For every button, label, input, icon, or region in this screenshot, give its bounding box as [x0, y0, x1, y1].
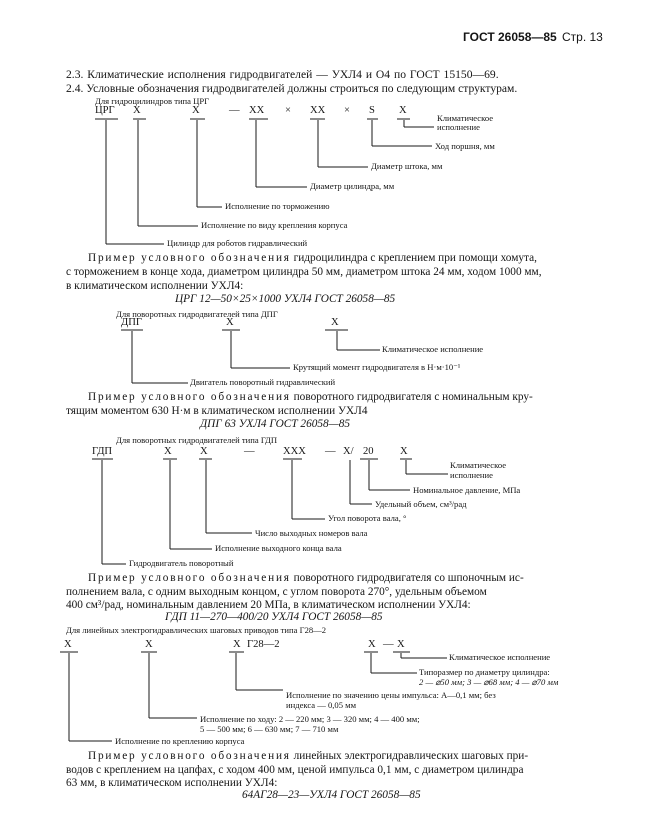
clause-2-3: 2.3. Климатические исполнения гидродвигателей — УХЛ4 и О4 по ГОСТ 15150—69.	[66, 68, 499, 81]
s2-label: Климатическое исполнение	[382, 344, 484, 354]
s3-label: Гидродвигатель поворотный	[129, 558, 234, 568]
s4-code-dash: —	[383, 639, 394, 650]
s4-label: 5 — 500 мм; 6 — 630 мм; 7 — 710 мм	[200, 724, 339, 734]
s4-label: Исполнение по креплению корпуса	[115, 736, 245, 746]
s3-label: Климатическое	[450, 460, 507, 470]
example-lead: Пример условного обозначения	[88, 572, 291, 584]
example-rest: поворотного гидродвигателя со шпоночным ис-	[293, 572, 524, 584]
s4-label: Исполнение по ходу: 2 — 220 мм; 3 — 320 мм; 4 — 400 мм;	[200, 714, 420, 724]
s3-label: Угол поворота вала, °	[328, 513, 407, 523]
s4-code: X	[233, 639, 241, 650]
s4-code: X	[397, 639, 405, 650]
s1-label: исполнение	[437, 122, 480, 132]
s3-label: Номинальное давление, МПа	[413, 485, 521, 495]
s4-formula: 64АГ28—23—УХЛ4 ГОСТ 26058—85	[242, 789, 421, 801]
s3-example-line: 400 см³/рад, номинальным давлением 20 МПа, в климатическом исполнении УХЛ4:	[66, 599, 471, 611]
s2-formula: ДПГ 63 УХЛ4 ГОСТ 26058—85	[200, 418, 351, 430]
s1-label: Цилиндр для роботов гидравлический	[167, 238, 308, 248]
example-rest: поворотного гидродвигателя с номинальным кру-	[293, 391, 533, 403]
s3-code: X	[164, 446, 172, 457]
s3-label: исполнение	[450, 470, 493, 480]
s1-label: Исполнение по торможению	[225, 201, 330, 211]
s3-code-dash: —	[325, 446, 336, 457]
s4-code: X	[145, 639, 153, 650]
s1-example-line	[88, 253, 537, 264]
page-number: Стр. 13	[562, 30, 603, 44]
s3-code: X	[200, 446, 208, 457]
s1-code-dash: —	[229, 105, 240, 116]
s1-example-line: в климатическом исполнении УХЛ4:	[66, 280, 244, 292]
s1-label: Диаметр штока, мм	[371, 161, 443, 171]
s3-example-line: полнением вала, с одним выходным концом, с углом поворота 270°, удельным объемом	[66, 586, 487, 598]
example-lead: Пример условного обозначения	[88, 391, 291, 403]
example-rest: гидроцилиндра с креплением при помощи хомута,	[293, 252, 537, 264]
s1-label: Климатическое	[437, 113, 494, 123]
s1-formula: ЦРГ 12—50×25×1000 УХЛ4 ГОСТ 26058—85	[175, 293, 396, 305]
example-lead: Пример условного обозначения	[88, 252, 291, 264]
example-rest: линейных электрогидравлических шаговых при-	[293, 750, 529, 762]
s3-title: Для поворотных гидродвигателей типа ГДП	[116, 435, 278, 445]
s4-code: X	[64, 639, 72, 650]
s2-code: ДПГ	[121, 317, 143, 328]
s1-label: Диаметр цилиндра, мм	[310, 181, 395, 191]
s3-example-line	[88, 573, 524, 584]
s3-code-dash: —	[244, 446, 255, 457]
s2-code: X	[226, 317, 234, 328]
example-lead: Пример условного обозначения	[88, 750, 291, 762]
s2-title: Для поворотных гидродвигателей типа ДПГ	[116, 309, 278, 319]
s4-label: Исполнение по значению цены импульса: А—0,1 мм; без	[286, 690, 496, 700]
s3-formula: ГДП 11—270—400/20 УХЛ4 ГОСТ 26058—85	[165, 611, 383, 623]
s1-code: X	[399, 105, 407, 116]
standard-number: ГОСТ 26058—85	[463, 30, 557, 44]
s1-code: XX	[310, 105, 326, 116]
s2-label: Двигатель поворотный гидравлический	[190, 377, 336, 387]
s1-code: X	[133, 105, 141, 116]
s1-code-crg: ЦРГ	[95, 105, 115, 116]
s2-label: Крутящий момент гидродвигателя в Н·м·10⁻¹	[293, 362, 461, 372]
s1-code: XX	[249, 105, 265, 116]
s3-code: 20	[363, 446, 374, 457]
s4-example-line: водов с креплением на цапфах, с ходом 400 мм, ценой импульса 0,1 мм, с диаметром цилиндра	[66, 764, 524, 776]
s4-label: 2 — ⌀50 мм; 3 — ⌀68 мм; 4 — ⌀70 мм	[419, 677, 559, 687]
s3-code: XXX	[283, 446, 306, 457]
s1-label: Ход поршня, мм	[435, 141, 495, 151]
s4-example-line	[88, 751, 528, 762]
s2-example-line: тящим моментом 630 Н·м в климатическом исполнении УХЛ4	[66, 405, 368, 417]
s4-code: X	[368, 639, 376, 650]
s1-label: Исполнение по виду крепления корпуса	[201, 220, 348, 230]
s4-example-line: 63 мм, в климатическом исполнении УХЛ4:	[66, 777, 278, 789]
clause-2-4: 2.4. Условные обозначения гидродвигателей должны строиться по следующим структурам.	[66, 82, 518, 95]
s4-code-g28: Г28—2	[247, 639, 280, 650]
s1-code: X	[192, 105, 200, 116]
s3-code: X	[400, 446, 408, 457]
s1-code-times: ×	[344, 105, 350, 116]
s4-label: индекса — 0,05 мм	[286, 700, 357, 710]
s3-label: Удельный объем, см³/рад	[375, 499, 467, 509]
s1-code-s: S	[369, 105, 375, 116]
s3-label: Исполнение выходного конца вала	[215, 543, 342, 553]
s4-title: Для линейных электрогидравлических шаговых приводов типа Г28—2	[66, 625, 327, 635]
s1-title: Для гидроцилиндров типа ЦРГ	[95, 96, 210, 106]
s4-label: Климатическое исполнение	[449, 652, 551, 662]
s3-label: Число выходных номеров вала	[255, 528, 368, 538]
s1-example-line: с торможением в конце хода, диаметром цилиндра 50 мм, диаметром штока 24 мм, ходом 1000 мм,	[66, 266, 542, 278]
s1-code-times: ×	[285, 105, 291, 116]
s2-code: X	[331, 317, 339, 328]
s4-label: Типоразмер по диаметру цилиндра:	[419, 667, 550, 677]
s3-code: X/	[343, 446, 354, 457]
s3-code: ГДП	[92, 446, 113, 457]
s2-example-line	[88, 392, 533, 403]
